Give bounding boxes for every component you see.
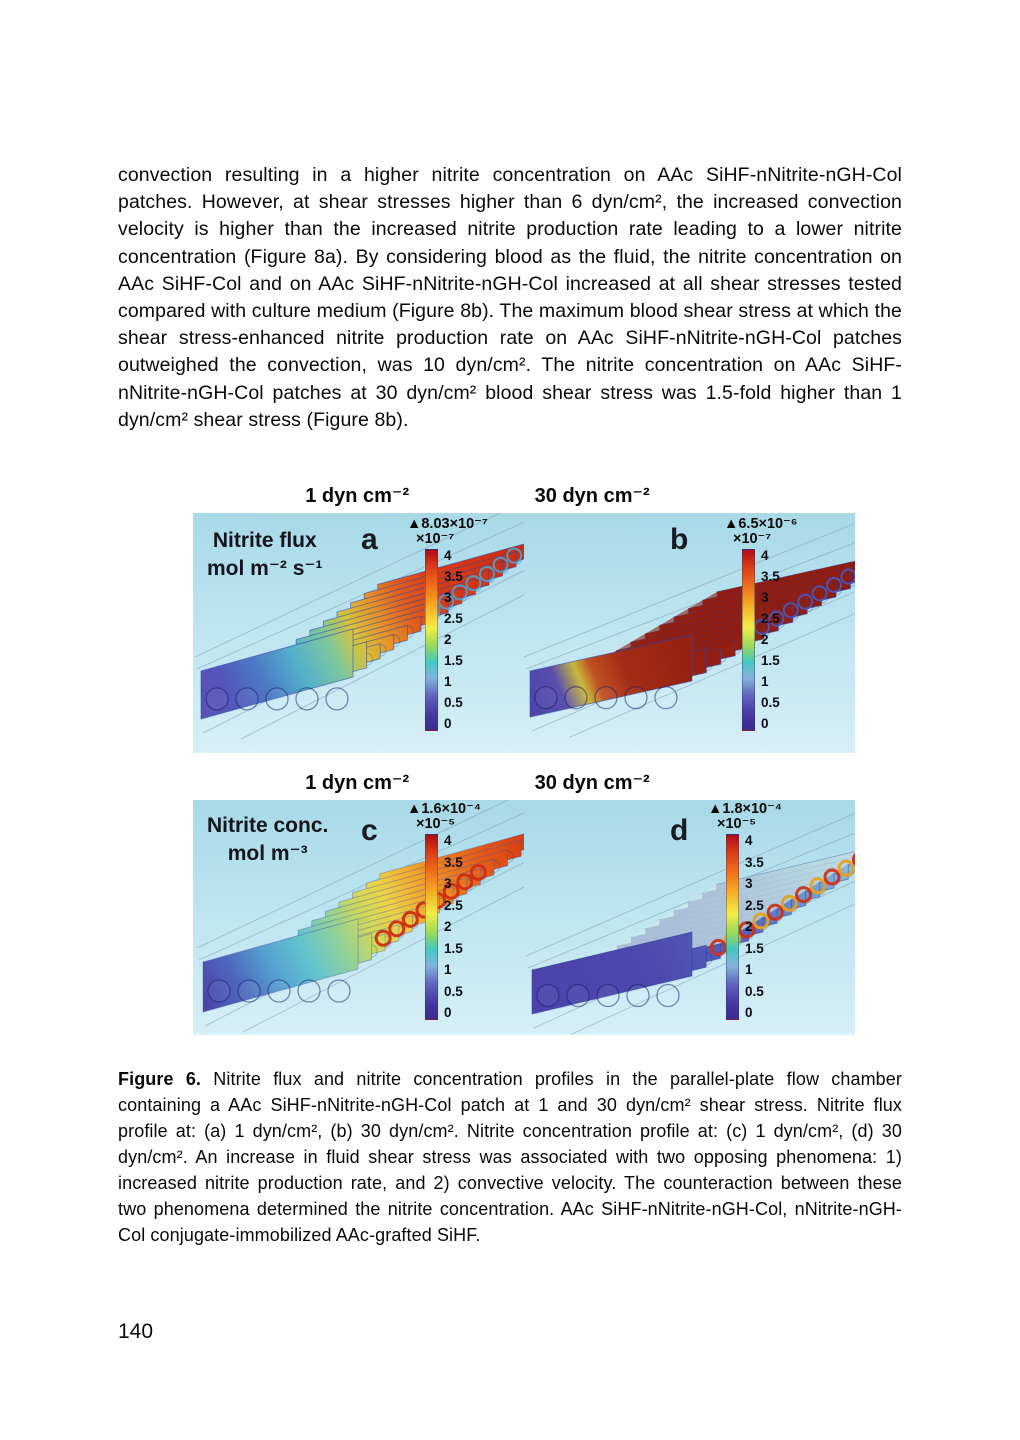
panel-d	[524, 800, 855, 1035]
panel-letter: a	[361, 523, 378, 557]
colorbar-group	[407, 801, 539, 1021]
row-label-line1: Nitrite conc.	[207, 814, 329, 838]
colorbar-tick: 0	[444, 1005, 452, 1021]
colorbar	[425, 549, 438, 731]
colorbar-tick: 3	[761, 590, 769, 606]
colorbar-tick: 0.5	[444, 695, 463, 711]
colorbar-scale-label: ×10⁻⁵	[416, 816, 456, 833]
body-paragraph: convection resulting in a higher nitrite concentration on AAc SiHF-nNitrite-nGH-Col patches. However, at shear stresses higher than 6 dyn/cm², the increased convection velocity is higher than the increased nitrite production rate leading to a lower nitrite concentration (Figure 8a). By considering blood as the fluid, the nitrite concentration on AAc SiHF-Col and on AAc SiHF-nNitrite-nGH-Col increased at all shear stresses tested compared with culture medium (Figure 8b). The maximum blood shear stress at which the shear stress-enhanced nitrite production rate on AAc SiHF-nNitrite-nGH-Col patches outweighed the convection, was 10 dyn/cm². The nitrite concentration on AAc SiHF-nNitrite-nGH-Col patches at 30 dyn/cm² blood shear stress was 1.5-fold higher than 1 dyn/cm² shear stress (Figure 8b).	[118, 164, 902, 431]
colorbar-max-label: ▲8.03×10⁻⁷	[407, 516, 488, 533]
colorbar-tick: 2	[444, 919, 452, 935]
colorbar-tick: 2.5	[444, 611, 463, 627]
colorbar-tick: 3	[444, 590, 452, 606]
row-label-line1: Nitrite flux	[212, 529, 317, 553]
panel-letter: d	[670, 814, 689, 848]
column-header-1dyn-bottom: 1 dyn cm⁻²	[305, 772, 410, 795]
colorbar-tick: 3	[745, 876, 753, 892]
colorbar-tick: 0	[444, 716, 452, 732]
colorbar-tick: 3.5	[444, 854, 463, 870]
colorbar-tick: 3.5	[761, 569, 780, 585]
column-header-30dyn-top: 30 dyn cm⁻²	[534, 485, 650, 508]
colorbar-tick: 4	[761, 548, 769, 564]
colorbar-tick: 3.5	[444, 569, 463, 585]
figure-top-header-row	[193, 483, 855, 508]
page-number: 140	[118, 1320, 154, 1344]
colorbar-tick: 1	[444, 674, 452, 690]
row-label-line2: mol m⁻² s⁻¹	[207, 556, 323, 580]
nitrite-conc-strip	[193, 800, 855, 1035]
row-label-line2: mol m⁻³	[227, 841, 308, 865]
colorbar-tick: 0	[745, 1005, 753, 1021]
caption-text: Nitrite flux and nitrite concentration profiles in the parallel-plate flow chamber containing a AAc SiHF-nNitrite-nGH-Col patch at 1 and 30 dyn/cm² shear stress. Nitrite flux profile at: (a) 1 dyn/cm², (b) 30 dyn/cm². Nitrite concentration profile at: (c) 1 dyn/cm², (d) 30 dyn/cm². An increase in fluid shear stress was associated with two opposing phenomena: 1) increased nitrite production rate, and 2) convective velocity. The counteraction between these two phenomena determined the nitrite concentration. AAc SiHF-nNitrite-nGH-Col, nNitrite-nGH-Col conjugate-immobilized AAc-grafted SiHF.	[118, 1069, 902, 1246]
colorbar-tick: 4	[444, 833, 452, 849]
column-header-30dyn-bottom: 30 dyn cm⁻²	[534, 772, 650, 795]
colorbar-tick: 0.5	[745, 983, 764, 999]
colorbar-tick: 1	[745, 962, 753, 978]
colorbar-tick: 1	[761, 674, 769, 690]
colorbar-tick: 0	[761, 716, 769, 732]
colorbar-tick: 1.5	[444, 940, 463, 956]
colorbar-max-label: ▲6.5×10⁻⁶	[724, 516, 798, 533]
figure-caption	[118, 1066, 902, 1248]
colorbar-scale-label: ×10⁻⁷	[416, 531, 455, 548]
colorbar-tick: 2.5	[444, 897, 463, 913]
colorbar-tick: 1.5	[444, 653, 463, 669]
figure-bottom-header-row	[193, 770, 855, 795]
colorbar-tick: 4	[745, 833, 753, 849]
panel-b-plot	[524, 513, 855, 753]
panel-b	[524, 513, 855, 753]
colorbar	[726, 834, 739, 1020]
colorbar-max-label: ▲1.8×10⁻⁴	[708, 801, 782, 818]
colorbar-max-label: ▲1.6×10⁻⁴	[407, 801, 481, 818]
colorbar-tick: 1.5	[761, 653, 780, 669]
colorbar-tick: 2	[745, 919, 753, 935]
row-label-nitrite-flux	[207, 527, 323, 582]
colorbar	[742, 549, 755, 731]
colorbar-tick: 1.5	[745, 940, 764, 956]
colorbar-scale-label: ×10⁻⁷	[733, 531, 772, 548]
colorbar-tick: 3	[444, 876, 452, 892]
row-label-nitrite-conc	[207, 812, 328, 867]
colorbar-group	[724, 516, 855, 732]
colorbar-group	[407, 516, 539, 732]
figure-6	[193, 483, 855, 1035]
nitrite-flux-strip	[193, 513, 855, 753]
colorbar-tick: 4	[444, 548, 452, 564]
panel-letter: b	[670, 523, 689, 557]
colorbar-tick: 2.5	[761, 611, 780, 627]
colorbar-scale-label: ×10⁻⁵	[717, 816, 757, 833]
colorbar-tick: 1	[444, 962, 452, 978]
colorbar-tick: 2	[761, 632, 769, 648]
colorbar-group	[708, 801, 840, 1021]
panel-d-plot	[524, 800, 855, 1035]
colorbar-tick: 2	[444, 632, 452, 648]
colorbar	[425, 834, 438, 1020]
column-header-1dyn-top: 1 dyn cm⁻²	[305, 485, 410, 508]
panel-letter: c	[361, 814, 378, 848]
colorbar-tick: 3.5	[745, 854, 764, 870]
colorbar-tick: 2.5	[745, 897, 764, 913]
colorbar-tick: 0.5	[444, 983, 463, 999]
caption-label: Figure 6.	[118, 1069, 202, 1090]
colorbar-tick: 0.5	[761, 695, 780, 711]
